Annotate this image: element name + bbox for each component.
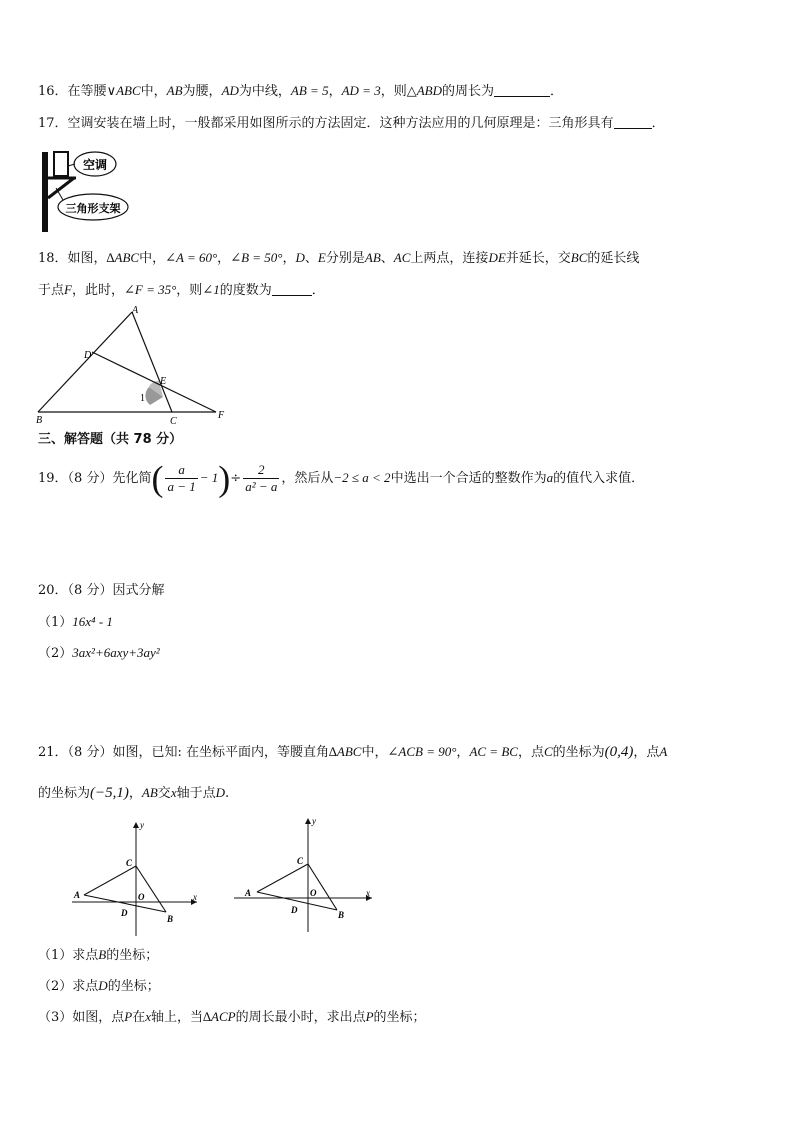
question-number: 16． [38,84,68,99]
label-angle-1: 1 [140,393,145,404]
question-number: 21． [38,745,68,760]
fraction-2-over-a2-minus-a: $\frac{2}{\text{a² − a}}$ [245,462,278,494]
question-number: 18． [38,251,68,266]
question-18-line-1: 18．如图，∆ABC中，∠A = 60°，∠B = 50°，D、E分别是AB、AC上两点，连接DE并延长，交BC的延长线 [38,250,640,266]
label-F: F [218,410,225,421]
label-x: x [366,888,370,898]
question-number: 19． [38,471,68,486]
question-17: 17．空调安装在墙上时，一般都采用如图所示的方法固定．这种方法应用的几何原理是：三角形具有 ． [38,116,665,131]
question-21-part-3: （3）如图，点P在x轴上，当∆ACP的周长最小时，求出点P的坐标； [38,1009,426,1025]
answer-blank [272,282,312,296]
label-E: E [160,376,167,387]
question-18-line-2: 于点F，此时，∠F = 35°，则∠1的度数为 ． [38,282,325,298]
air-conditioner-figure [38,146,138,234]
label-y: y [140,820,144,830]
label-D: D [84,350,92,361]
answer-blank [614,115,652,129]
coordinate-figure-2 [230,814,380,936]
label-A: A [245,888,252,898]
label-B: B [36,415,43,426]
label-C: C [170,416,177,427]
label-B: B [338,910,345,920]
label-B: B [167,914,174,924]
label-A: A [74,890,81,900]
section-title: 三、解答题（共 78 分） [38,432,183,447]
label-air-conditioner: 空调 [82,158,108,172]
question-20-part-1: （1）16x⁴ - 1 [38,614,113,630]
label-y: y [312,816,316,826]
question-20-part-2: （2）3ax²+6axy+3ay² [38,645,160,661]
question-21-part-1: （1）求点B的坐标； [38,947,159,963]
label-C: C [297,856,304,866]
label-O: O [310,888,317,898]
label-C: C [126,858,133,868]
label-A: A [132,305,139,316]
question-number: 20． [38,583,68,598]
label-O: O [138,892,145,902]
triangle-figure-q18 [32,302,242,430]
question-number: 17． [38,116,68,131]
question-19: 19．（8 分）先化简( $\frac{a}{a - 1}$ − 1)÷ $\frac{2}{\text{a² − a}}$ ，然后从−2 ≤ a < 2中选出一个合适的整数作为a的值代入求值． [38,458,645,499]
coordinate-figure-1 [62,818,212,940]
question-20: 20．（8 分）因式分解 [38,583,165,598]
question-21-line-2: 的坐标为(−5,1)，AB交x轴于点D. [38,785,230,801]
question-16: 16．在等腰∨ABC中，AB为腰，AD为中线，AB = 5，AD = 3，则△ABD的周长为 ． [38,83,564,99]
label-triangle-bracket: 三角形支架 [65,202,121,215]
label-x: x [193,892,197,902]
fraction-a-over-a-minus-1: $\frac{a}{a - 1}$ [167,462,196,494]
question-21-line-1: 21．（8 分）如图，已知: 在坐标平面内，等腰直角∆ABC中，∠ACB = 90°，AC = BC，点C的坐标为(0,4)，点A [38,744,668,760]
label-D: D [121,908,128,918]
answer-blank [494,83,550,97]
label-D: D [291,905,298,915]
question-21-part-2: （2）求点D的坐标； [38,978,160,994]
